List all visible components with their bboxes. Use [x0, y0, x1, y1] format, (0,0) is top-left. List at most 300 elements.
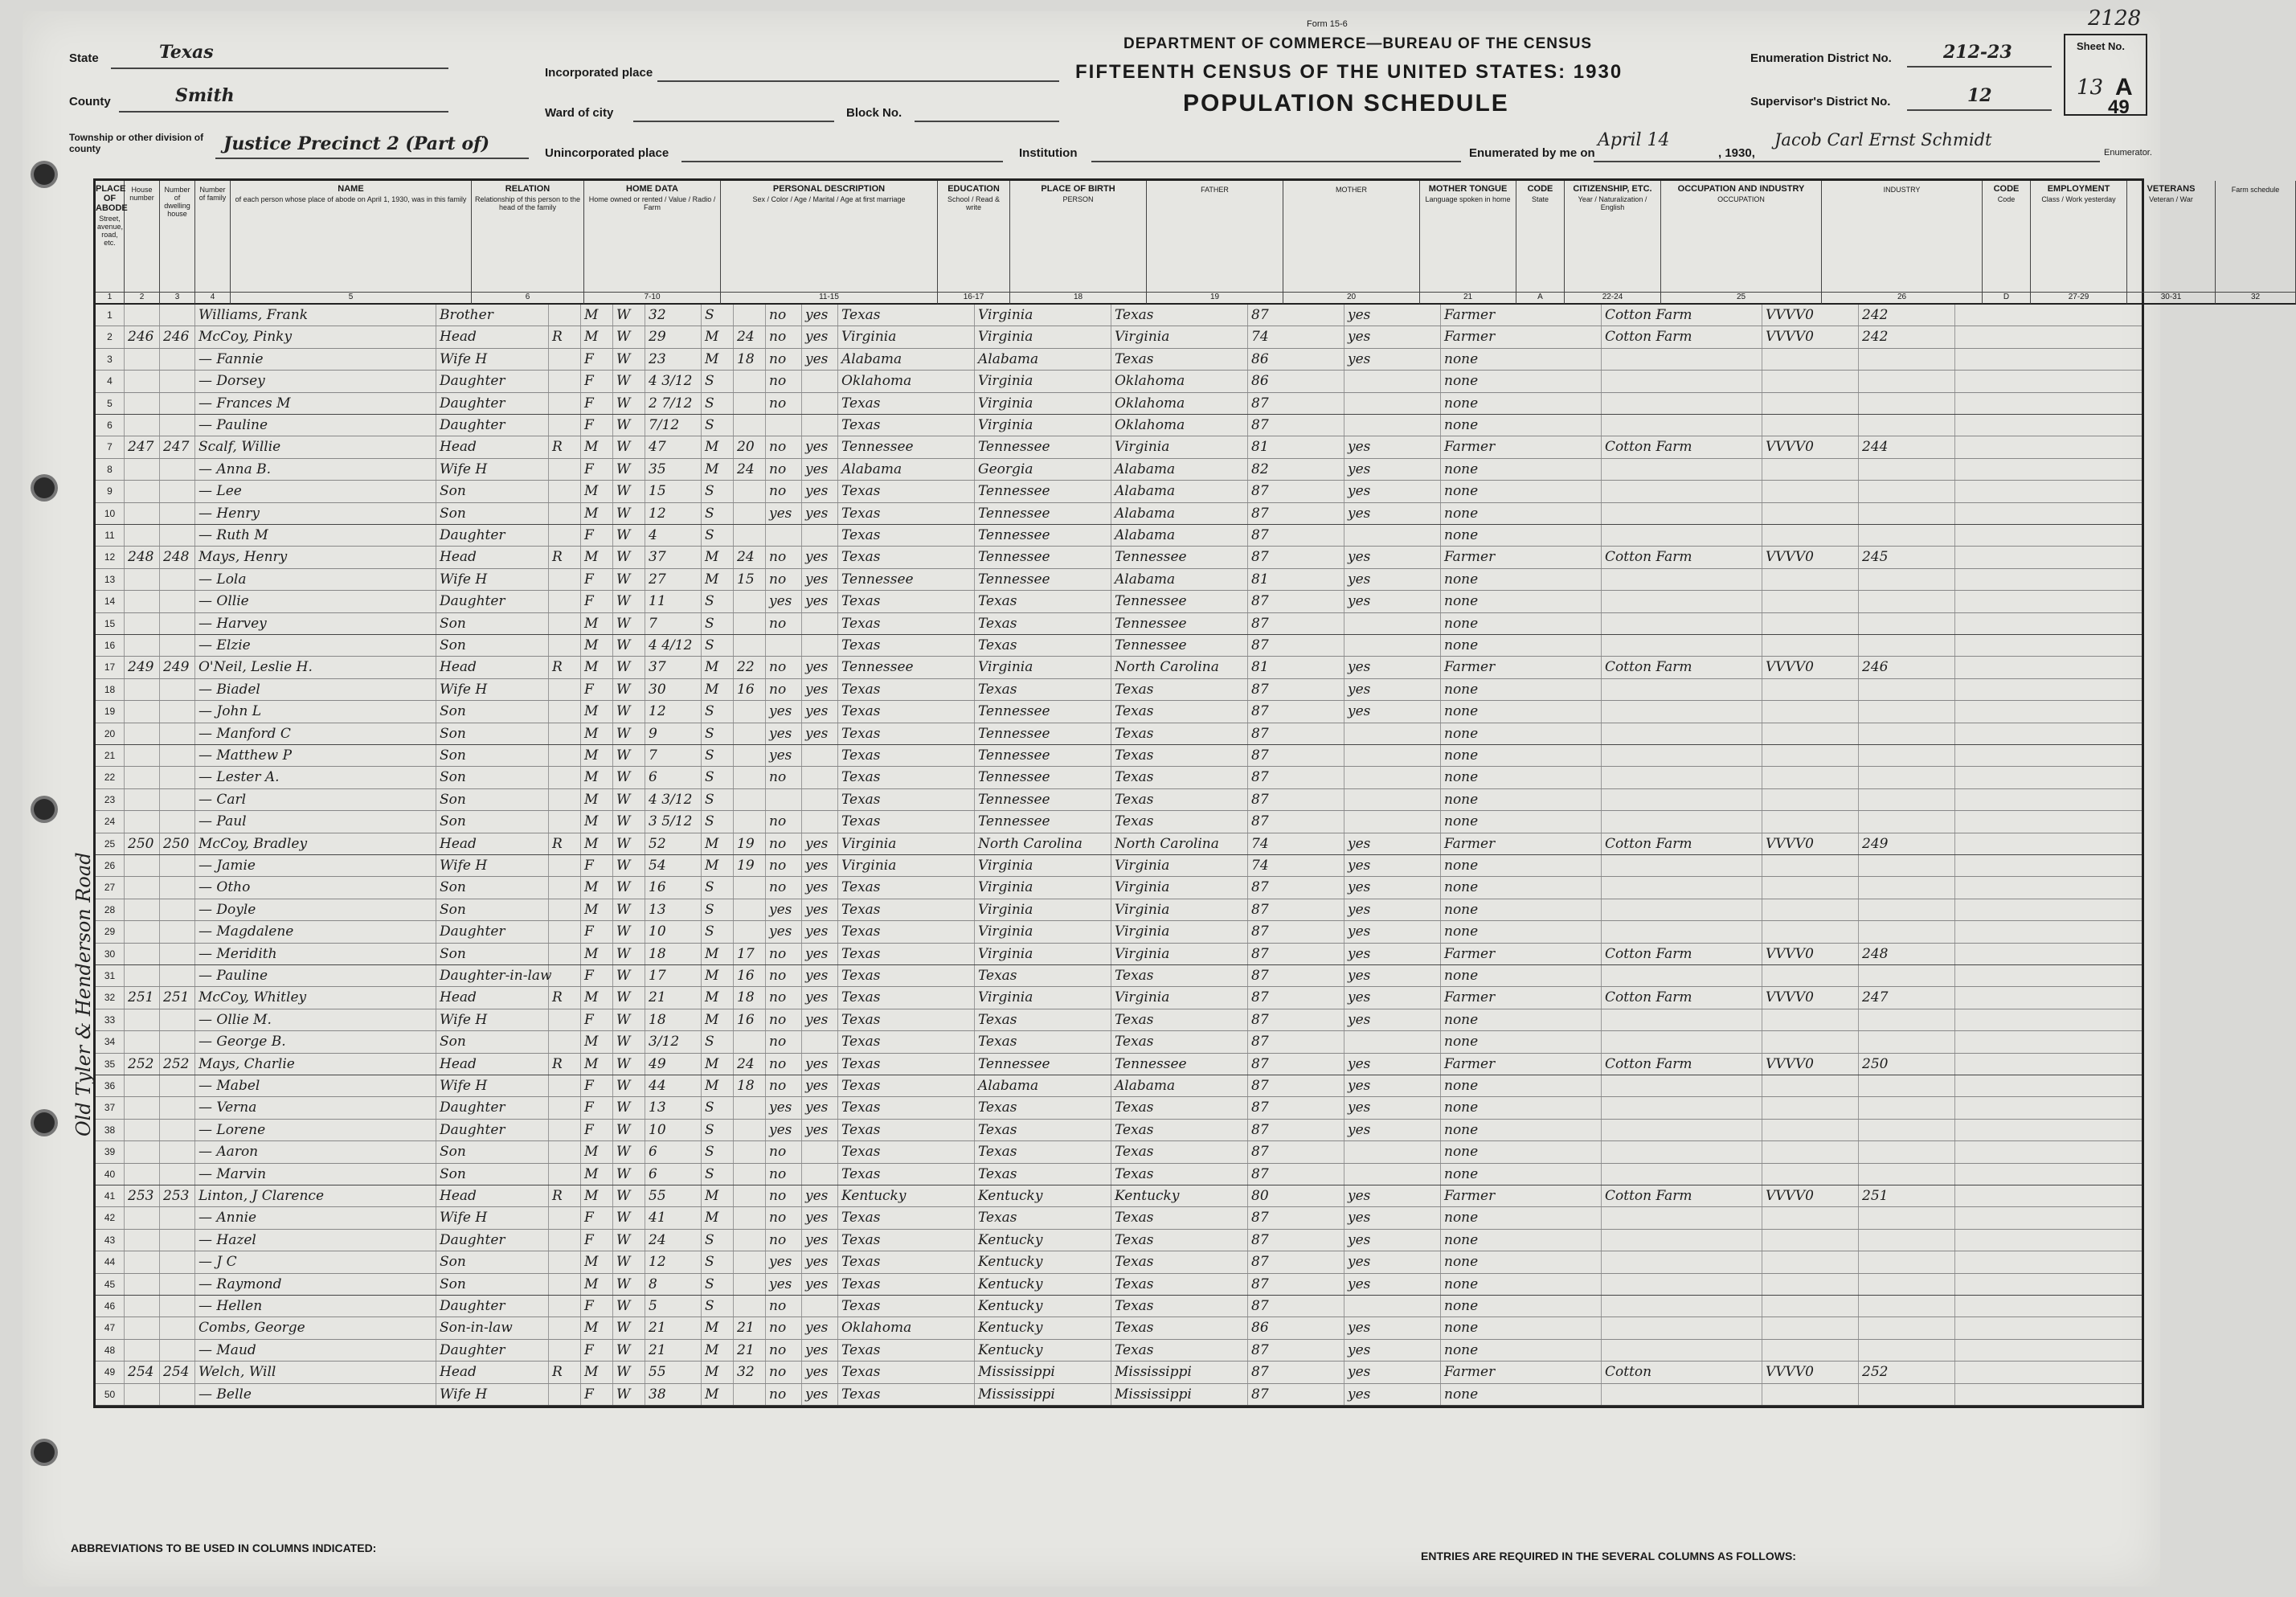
cell-bp: Texas — [838, 1340, 975, 1361]
cell-sch: no — [766, 436, 802, 457]
cell-rel: Son — [436, 1251, 549, 1272]
cell-mar: S — [702, 811, 734, 832]
cell-code: 87 — [1248, 987, 1344, 1008]
enumerator-label: Enumerator. — [2104, 148, 2152, 158]
cell-color: W — [613, 723, 645, 744]
cell-own — [549, 1031, 581, 1052]
cell-line: 50 — [96, 1384, 125, 1405]
cell-fbp: Virginia — [975, 371, 1111, 391]
cell-farm — [1859, 459, 1955, 480]
cell-fbp: Virginia — [975, 305, 1111, 326]
cell-occ: Farmer — [1441, 1362, 1602, 1382]
table-row — [96, 1009, 2142, 1031]
cell-fm — [734, 1141, 766, 1162]
table-row — [96, 415, 2142, 436]
cell-bp: Texas — [838, 944, 975, 964]
punch-hole — [34, 477, 55, 498]
cell-line: 1 — [96, 305, 125, 326]
cell-mar: M — [702, 326, 734, 347]
cell-color: W — [613, 1207, 645, 1228]
sheet-label: Sheet No. — [2077, 40, 2125, 52]
cell-sex: M — [581, 944, 613, 964]
cell-sch: yes — [766, 701, 802, 722]
cell-fm: 15 — [734, 569, 766, 590]
column-header — [125, 181, 160, 292]
cell-mbp: Texas — [1111, 1274, 1248, 1295]
cell-age: 3 5/12 — [645, 811, 702, 832]
cell-line: 45 — [96, 1274, 125, 1295]
cell-sch: no — [766, 855, 802, 876]
cell-mbp: Kentucky — [1111, 1185, 1248, 1206]
cell-age: 54 — [645, 855, 702, 876]
cell-fm — [734, 899, 766, 920]
cell-sch: no — [766, 987, 802, 1008]
cell-sex: M — [581, 657, 613, 678]
cell-mbp: Texas — [1111, 701, 1248, 722]
cell-sex: F — [581, 1296, 613, 1317]
cell-rel: Son — [436, 635, 549, 656]
cell-fbp: Kentucky — [975, 1230, 1111, 1251]
cell-fm — [734, 877, 766, 898]
cell-rel: Head — [436, 1362, 549, 1382]
cell-bp: Texas — [838, 767, 975, 788]
cell-age: 37 — [645, 547, 702, 567]
cell-sex: M — [581, 1054, 613, 1075]
cell-occ: none — [1441, 1317, 1602, 1338]
cell-name: — Verna — [195, 1097, 436, 1118]
cell-color: W — [613, 877, 645, 898]
cell-ind — [1602, 635, 1762, 656]
cell-own — [549, 1207, 581, 1228]
column-header — [721, 181, 938, 292]
cell-mar: M — [702, 679, 734, 700]
cell-bp: Texas — [838, 877, 975, 898]
cell-own — [549, 503, 581, 524]
table-row — [96, 436, 2142, 458]
cell-mbp: Virginia — [1111, 326, 1248, 347]
cell-color: W — [613, 1251, 645, 1272]
cell-occ: none — [1441, 811, 1602, 832]
cell-line: 16 — [96, 635, 125, 656]
cell-farm — [1859, 679, 1955, 700]
cell-own — [549, 371, 581, 391]
cell-age: 6 — [645, 1141, 702, 1162]
cell-fbp: Tennessee — [975, 767, 1111, 788]
cell-fbp: Virginia — [975, 877, 1111, 898]
cell-ocode — [1762, 1009, 1859, 1030]
cell-farm — [1859, 1207, 1955, 1228]
cell-bp: Texas — [838, 503, 975, 524]
cell-ind — [1602, 855, 1762, 876]
cell-fbp: Texas — [975, 1009, 1111, 1030]
cell-occ: none — [1441, 679, 1602, 700]
cell-color: W — [613, 1097, 645, 1118]
cell-sch: no — [766, 811, 802, 832]
incorporated-label: Incorporated place — [545, 66, 653, 80]
cell-line: 40 — [96, 1164, 125, 1185]
cell-ind — [1602, 965, 1762, 986]
column-number: 1 — [96, 292, 125, 305]
cell-age: 21 — [645, 987, 702, 1008]
cell-mar: S — [702, 1164, 734, 1185]
cell-code: 87 — [1248, 1097, 1344, 1118]
cell-own — [549, 1340, 581, 1361]
cell-mar: S — [702, 1097, 734, 1118]
cell-name: — Hellen — [195, 1296, 436, 1317]
cell-bp: Virginia — [838, 855, 975, 876]
cell-occ: none — [1441, 459, 1602, 480]
cell-ind — [1602, 415, 1762, 436]
cell-fbp: Texas — [975, 1207, 1111, 1228]
cell-code: 87 — [1248, 591, 1344, 612]
cell-farm: 251 — [1859, 1185, 1955, 1206]
cell-rw: yes — [802, 855, 838, 876]
cell-mbp: Texas — [1111, 767, 1248, 788]
column-header — [1565, 181, 1661, 292]
cell-own — [549, 1230, 581, 1251]
cell-color: W — [613, 921, 645, 942]
cell-occ: none — [1441, 1251, 1602, 1272]
cell-farm — [1859, 1251, 1955, 1272]
cell-fbp: Texas — [975, 1097, 1111, 1118]
cell-occ: none — [1441, 965, 1602, 986]
cell-color: W — [613, 1120, 645, 1140]
cell-fbp: Texas — [975, 1164, 1111, 1185]
cell-ocode — [1762, 349, 1859, 370]
stamp-number: 2128 — [2088, 6, 2142, 31]
cell-own — [549, 679, 581, 700]
cell-rw: yes — [802, 944, 838, 964]
cell-mbp: Texas — [1111, 811, 1248, 832]
cell-ocode — [1762, 591, 1859, 612]
cell-rel: Daughter — [436, 415, 549, 436]
cell-farm — [1859, 877, 1955, 898]
cell-fm — [734, 1031, 766, 1052]
cell-age: 13 — [645, 899, 702, 920]
cell-sex: M — [581, 1164, 613, 1185]
cell-own — [549, 569, 581, 590]
cell-sch: no — [766, 305, 802, 326]
cell-name: — Paul — [195, 811, 436, 832]
cell-code: 87 — [1248, 1054, 1344, 1075]
cell-bp: Texas — [838, 415, 975, 436]
cell-fam: 249 — [160, 657, 195, 678]
cell-dw — [125, 1097, 160, 1118]
cell-age: 37 — [645, 657, 702, 678]
cell-farm — [1859, 1141, 1955, 1162]
cell-farm — [1859, 1384, 1955, 1405]
column-header — [231, 181, 472, 292]
cell-name: — Raymond — [195, 1274, 436, 1295]
cell-eng — [1344, 393, 1441, 414]
table-row — [96, 855, 2142, 877]
cell-rw — [802, 745, 838, 766]
cell-color: W — [613, 436, 645, 457]
cell-farm — [1859, 591, 1955, 612]
cell-mbp: Tennessee — [1111, 613, 1248, 634]
cell-fbp: Virginia — [975, 657, 1111, 678]
cell-occ: none — [1441, 635, 1602, 656]
cell-mbp: Texas — [1111, 349, 1248, 370]
cell-own: R — [549, 1362, 581, 1382]
cell-name: — Jamie — [195, 855, 436, 876]
cell-code: 87 — [1248, 1031, 1344, 1052]
cell-sch: no — [766, 877, 802, 898]
cell-farm — [1859, 745, 1955, 766]
cell-fm: 16 — [734, 965, 766, 986]
township-value: Justice Precinct 2 (Part of) — [223, 133, 489, 154]
township-label: Township or other division of county — [69, 132, 204, 154]
cell-rw: yes — [802, 305, 838, 326]
cell-fam — [160, 789, 195, 810]
table-row — [96, 1031, 2142, 1053]
cell-ind: Cotton Farm — [1602, 987, 1762, 1008]
cell-bp: Texas — [838, 1031, 975, 1052]
cell-fam — [160, 1120, 195, 1140]
cell-farm — [1859, 1317, 1955, 1338]
cell-sex: M — [581, 1251, 613, 1272]
punch-hole — [34, 1442, 55, 1463]
cell-ind — [1602, 371, 1762, 391]
incorporated-underline — [657, 80, 1059, 82]
cell-sch: no — [766, 349, 802, 370]
cell-mar: S — [702, 899, 734, 920]
cell-ind — [1602, 1207, 1762, 1228]
cell-ocode — [1762, 701, 1859, 722]
cell-bp: Texas — [838, 1384, 975, 1405]
department-title: DEPARTMENT OF COMMERCE—BUREAU OF THE CENSUS — [1123, 35, 1593, 52]
cell-mbp: Texas — [1111, 1207, 1248, 1228]
cell-ocode: VVVV0 — [1762, 944, 1859, 964]
cell-rel: Daughter — [436, 371, 549, 391]
cell-own — [549, 1120, 581, 1140]
column-number: 25 — [1661, 292, 1822, 305]
cell-dw — [125, 965, 160, 986]
cell-rw: yes — [802, 965, 838, 986]
cell-color: W — [613, 745, 645, 766]
cell-dw — [125, 1009, 160, 1030]
cell-ind — [1602, 921, 1762, 942]
column-header — [1010, 181, 1147, 292]
cell-code: 87 — [1248, 305, 1344, 326]
cell-occ: none — [1441, 1230, 1602, 1251]
district-label: Enumeration District No. — [1750, 51, 1892, 65]
column-label: Year / Naturalization / English — [1578, 195, 1647, 211]
cell-occ: none — [1441, 899, 1602, 920]
cell-fm — [734, 591, 766, 612]
cell-fam — [160, 349, 195, 370]
cell-dw — [125, 944, 160, 964]
cell-fam — [160, 877, 195, 898]
cell-color: W — [613, 1054, 645, 1075]
cell-occ: Farmer — [1441, 987, 1602, 1008]
cell-rel: Son — [436, 1164, 549, 1185]
cell-dw: 250 — [125, 833, 160, 854]
cell-occ: none — [1441, 349, 1602, 370]
cell-ocode: VVVV0 — [1762, 1054, 1859, 1075]
column-header — [1283, 181, 1420, 292]
cell-sex: F — [581, 921, 613, 942]
cell-mar: S — [702, 789, 734, 810]
cell-code: 87 — [1248, 679, 1344, 700]
cell-dw — [125, 415, 160, 436]
cell-line: 38 — [96, 1120, 125, 1140]
column-label: of each person whose place of abode on April 1, 1930, was in this family — [235, 195, 467, 203]
cell-ind: Cotton Farm — [1602, 1054, 1762, 1075]
cell-sch: yes — [766, 1251, 802, 1272]
cell-mar: M — [702, 349, 734, 370]
cell-eng — [1344, 723, 1441, 744]
cell-line: 37 — [96, 1097, 125, 1118]
cell-fbp: Virginia — [975, 326, 1111, 347]
cell-own — [549, 855, 581, 876]
cell-farm — [1859, 855, 1955, 876]
table-row — [96, 1274, 2142, 1296]
cell-name: McCoy, Whitley — [195, 987, 436, 1008]
cell-rw — [802, 767, 838, 788]
cell-occ: none — [1441, 723, 1602, 744]
cell-line: 10 — [96, 503, 125, 524]
county-value: Smith — [175, 85, 235, 106]
cell-fm — [734, 415, 766, 436]
cell-bp: Texas — [838, 1296, 975, 1317]
cell-bp: Kentucky — [838, 1185, 975, 1206]
cell-sex: M — [581, 789, 613, 810]
column-header — [1147, 181, 1283, 292]
state-value: Texas — [159, 42, 214, 63]
cell-rel: Daughter — [436, 525, 549, 546]
column-number: 22-24 — [1565, 292, 1661, 305]
cell-name: Combs, George — [195, 1317, 436, 1338]
cell-farm — [1859, 1097, 1955, 1118]
cell-rw — [802, 1141, 838, 1162]
cell-ocode — [1762, 1031, 1859, 1052]
cell-fbp: Virginia — [975, 921, 1111, 942]
cell-eng — [1344, 525, 1441, 546]
cell-fam: 252 — [160, 1054, 195, 1075]
cell-bp: Texas — [838, 1251, 975, 1272]
cell-mar: M — [702, 1009, 734, 1030]
cell-own — [549, 944, 581, 964]
cell-mar: M — [702, 1185, 734, 1206]
cell-rel: Daughter — [436, 1296, 549, 1317]
cell-line: 12 — [96, 547, 125, 567]
cell-mbp: North Carolina — [1111, 657, 1248, 678]
cell-mar: M — [702, 1317, 734, 1338]
cell-line: 31 — [96, 965, 125, 986]
column-number: 2 — [125, 292, 160, 305]
cell-occ: none — [1441, 481, 1602, 502]
cell-sch — [766, 415, 802, 436]
cell-color: W — [613, 1141, 645, 1162]
cell-sex: M — [581, 1274, 613, 1295]
cell-age: 24 — [645, 1230, 702, 1251]
table-row — [96, 1340, 2142, 1362]
cell-farm — [1859, 481, 1955, 502]
cell-sex: M — [581, 899, 613, 920]
cell-fm: 21 — [734, 1317, 766, 1338]
cell-code: 87 — [1248, 525, 1344, 546]
cell-sex: F — [581, 393, 613, 414]
cell-bp: Virginia — [838, 326, 975, 347]
cell-sch: no — [766, 1207, 802, 1228]
cell-line: 9 — [96, 481, 125, 502]
cell-sex: F — [581, 459, 613, 480]
cell-mar: M — [702, 1054, 734, 1075]
column-number: 11-15 — [721, 292, 938, 305]
cell-code: 87 — [1248, 745, 1344, 766]
cell-ocode — [1762, 965, 1859, 986]
cell-sch: yes — [766, 723, 802, 744]
cell-eng: yes — [1344, 833, 1441, 854]
table-row — [96, 1362, 2142, 1383]
cell-eng: yes — [1344, 965, 1441, 986]
cell-farm — [1859, 635, 1955, 656]
cell-age: 7 — [645, 613, 702, 634]
cell-fbp: Texas — [975, 591, 1111, 612]
cell-age: 35 — [645, 459, 702, 480]
column-label: OCCUPATION — [1717, 195, 1765, 203]
cell-farm — [1859, 899, 1955, 920]
cell-dw — [125, 1141, 160, 1162]
column-header — [2127, 181, 2216, 292]
cell-occ: none — [1441, 1120, 1602, 1140]
column-number: 30-31 — [2127, 292, 2216, 305]
cell-bp: Tennessee — [838, 569, 975, 590]
cell-eng: yes — [1344, 1207, 1441, 1228]
supervisor-label: Supervisor's District No. — [1750, 95, 1891, 109]
cell-mbp: Alabama — [1111, 1075, 1248, 1096]
cell-rel: Daughter — [436, 921, 549, 942]
cell-eng: yes — [1344, 1054, 1441, 1075]
cell-farm — [1859, 1340, 1955, 1361]
punch-hole — [34, 799, 55, 820]
cell-color: W — [613, 415, 645, 436]
table-row — [96, 745, 2142, 767]
cell-name: — Manford C — [195, 723, 436, 744]
cell-code: 87 — [1248, 723, 1344, 744]
cell-rel: Head — [436, 1054, 549, 1075]
cell-mar: M — [702, 855, 734, 876]
cell-sch — [766, 635, 802, 656]
cell-rw — [802, 613, 838, 634]
cell-sex: M — [581, 987, 613, 1008]
cell-occ: none — [1441, 1274, 1602, 1295]
cell-name: — Annie — [195, 1207, 436, 1228]
cell-eng: yes — [1344, 1251, 1441, 1272]
cell-mar: S — [702, 1230, 734, 1251]
cell-fam — [160, 1384, 195, 1405]
cell-fbp: Texas — [975, 1120, 1111, 1140]
cell-name: — J C — [195, 1251, 436, 1272]
table-row — [96, 547, 2142, 568]
cell-ind — [1602, 1164, 1762, 1185]
cell-rw: yes — [802, 1120, 838, 1140]
cell-bp: Virginia — [838, 833, 975, 854]
cell-code: 87 — [1248, 547, 1344, 567]
cell-age: 7 — [645, 745, 702, 766]
cell-age: 18 — [645, 1009, 702, 1030]
cell-mbp: Texas — [1111, 1164, 1248, 1185]
cell-rw — [802, 415, 838, 436]
cell-farm — [1859, 349, 1955, 370]
cell-fm: 18 — [734, 987, 766, 1008]
cell-mbp: Texas — [1111, 789, 1248, 810]
table-row — [96, 1207, 2142, 1229]
cell-fm — [734, 1120, 766, 1140]
cell-ocode: VVVV0 — [1762, 547, 1859, 567]
cell-occ: Farmer — [1441, 547, 1602, 567]
